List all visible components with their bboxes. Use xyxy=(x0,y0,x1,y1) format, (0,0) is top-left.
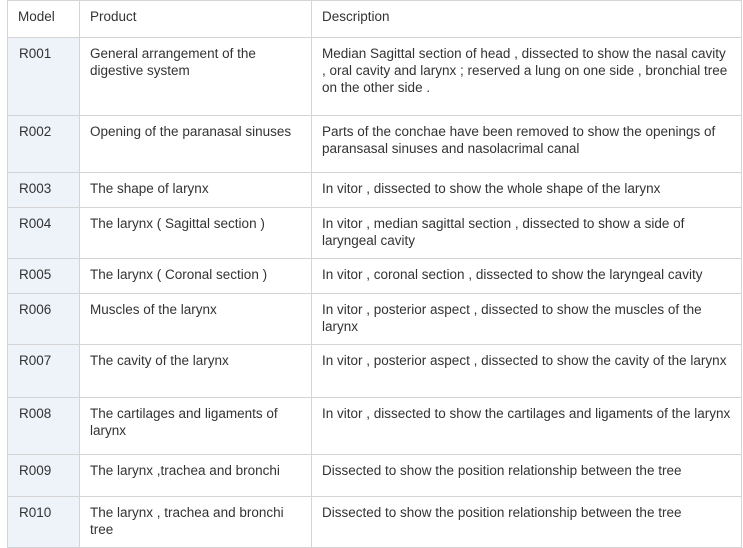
model-cell: R010 xyxy=(8,497,80,548)
table-row xyxy=(8,116,742,173)
product-cell: The larynx , trachea and bronchi tree xyxy=(80,497,312,548)
product-cell: The larynx ,trachea and bronchi xyxy=(80,455,312,497)
product-cell: The larynx ( Coronal section ) xyxy=(80,259,312,294)
description-cell: Parts of the conchae have been removed to show the openings of paransasal sinuses and nasolacrimal canal xyxy=(312,116,742,173)
product-cell: Muscles of the larynx xyxy=(80,294,312,345)
table-row xyxy=(8,208,742,259)
table-row xyxy=(8,38,742,116)
product-table xyxy=(7,0,742,548)
model-cell: R002 xyxy=(8,116,80,173)
table-row xyxy=(8,345,742,398)
table-row xyxy=(8,294,742,345)
model-cell: R006 xyxy=(8,294,80,345)
table-row xyxy=(8,259,742,294)
model-cell: R001 xyxy=(8,38,80,116)
description-cell: Dissected to show the position relationship between the tree xyxy=(312,497,742,548)
table-row xyxy=(8,398,742,455)
description-cell: Median Sagittal section of head , dissected to show the nasal cavity , oral cavity and larynx ; reserved a lung on one side , bronchial tree on the other side . xyxy=(312,38,742,116)
product-cell: The cavity of the larynx xyxy=(80,345,312,398)
model-cell: R009 xyxy=(8,455,80,497)
model-cell: R007 xyxy=(8,345,80,398)
table-header-row xyxy=(8,1,742,38)
table-row xyxy=(8,497,742,548)
header-description: Description xyxy=(312,1,742,38)
model-cell: R003 xyxy=(8,173,80,208)
product-cell: The cartilages and ligaments of larynx xyxy=(80,398,312,455)
description-cell: In vitor , dissected to show the whole shape of the larynx xyxy=(312,173,742,208)
description-cell: In vitor , posterior aspect , dissected to show the cavity of the larynx xyxy=(312,345,742,398)
description-cell: In vitor , dissected to show the cartilages and ligaments of the larynx xyxy=(312,398,742,455)
header-product: Product xyxy=(80,1,312,38)
table-row xyxy=(8,173,742,208)
header-model: Model xyxy=(8,1,80,38)
description-cell: In vitor , posterior aspect , dissected to show the muscles of the larynx xyxy=(312,294,742,345)
product-cell: Opening of the paranasal sinuses xyxy=(80,116,312,173)
product-cell: General arrangement of the digestive system xyxy=(80,38,312,116)
model-cell: R008 xyxy=(8,398,80,455)
description-cell: Dissected to show the position relationship between the tree xyxy=(312,455,742,497)
description-cell: In vitor , coronal section , dissected to show the laryngeal cavity xyxy=(312,259,742,294)
model-cell: R004 xyxy=(8,208,80,259)
product-cell: The larynx ( Sagittal section ) xyxy=(80,208,312,259)
model-cell: R005 xyxy=(8,259,80,294)
table-row xyxy=(8,455,742,497)
product-cell: The shape of larynx xyxy=(80,173,312,208)
description-cell: In vitor , median sagittal section , dissected to show a side of laryngeal cavity xyxy=(312,208,742,259)
